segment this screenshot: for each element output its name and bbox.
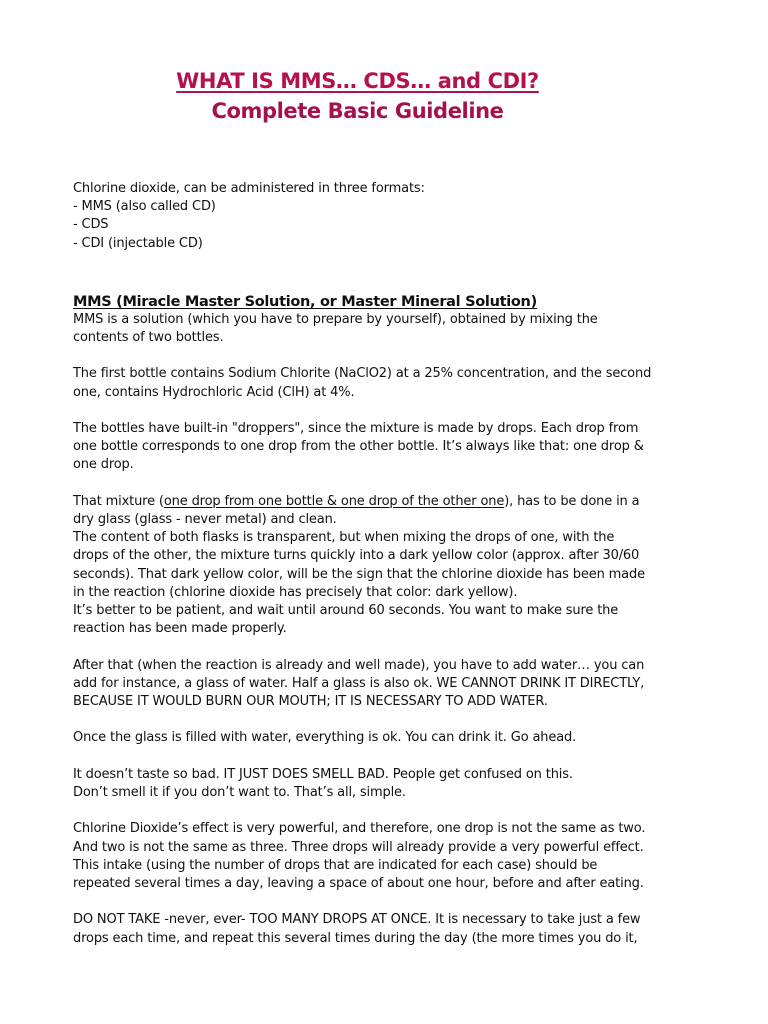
document-body bbox=[73, 180, 653, 948]
paragraph-text: ), has to be done in a dry glass (glass - never metal) and clean. bbox=[73, 493, 640, 527]
paragraph: The content of both flasks is transparent, but when mixing the drops of one, with the drops of the other, the mixture turns quickly into a dark yellow color (approx. after 30/60 seconds). That dark yellow color, will be the sign that the chlorine dioxide has been made in the reaction (chlorine dioxide has precisely that color: dark yellow). bbox=[73, 530, 645, 600]
paragraph: It’s better to be patient, and wait until around 60 seconds. You want to make sure the reaction has been made properly. bbox=[73, 603, 619, 637]
intro-list-item: - CDI (injectable CD) bbox=[73, 235, 203, 251]
paragraph: MMS is a solution (which you have to prepare by yourself), obtained by mixing the contents of two bottles. bbox=[73, 311, 598, 346]
paragraph bbox=[73, 493, 653, 529]
section-heading-mms: MMS (Miracle Master Solution, or Master Mineral Solution) bbox=[73, 293, 537, 310]
underlined-text: one drop from one bottle & one drop of the other one bbox=[163, 493, 505, 509]
title-subtitle: Complete Basic Guideline bbox=[211, 99, 504, 123]
paragraph: It doesn’t taste so bad. IT JUST DOES SMELL BAD. People get confused on this. bbox=[73, 766, 573, 782]
paragraph: Chlorine Dioxide’s effect is very powerful, and therefore, one drop is not the same as two. And two is not the same as three. Three drops will already provide a very powerful effect. This intake (using the number of drops that are indicated for each case) should be repeated several times a day, leaving a space of about one hour, before and after eating. bbox=[73, 821, 646, 891]
intro-text: Chlorine dioxide, can be administered in three formats: bbox=[73, 181, 425, 196]
title-main: WHAT IS MMS… CDS… and CDI? bbox=[176, 69, 539, 93]
paragraph: Don’t smell it if you don’t want to. That’s all, simple. bbox=[73, 785, 406, 800]
intro-list-item: - MMS (also called CD) bbox=[73, 199, 216, 215]
paragraph: DO NOT TAKE -never, ever- TOO MANY DROPS AT ONCE. It is necessary to take just a few drops each time, and repeat this several times during the day (the more times you do it, bbox=[73, 912, 641, 946]
paragraph: The first bottle contains Sodium Chlorite (NaClO2) at a 25% concentration, and the second one, contains Hydrochloric Acid (ClH) at 4%. bbox=[73, 366, 652, 400]
document-title bbox=[0, 66, 715, 126]
intro-list-item: - CDS bbox=[73, 217, 109, 233]
paragraph: The bottles have built-in "droppers", since the mixture is made by drops. Each drop from one bottle corresponds to one drop from the other bottle. It’s always like that: one drop & one drop. bbox=[73, 421, 644, 473]
intro-section bbox=[73, 180, 653, 253]
paragraph-text: That mixture ( bbox=[73, 493, 164, 509]
paragraph: Once the glass is filled with water, everything is ok. You can drink it. Go ahead. bbox=[73, 730, 577, 746]
paragraph: After that (when the reaction is already and well made), you have to add water… you can add for instance, a glass of water. Half a glass is also ok. WE CANNOT DRINK IT DIRECTLY, BECAUSE IT WOULD BURN OUR MOUTH; IT IS NECESSARY TO ADD WATER. bbox=[73, 657, 645, 710]
